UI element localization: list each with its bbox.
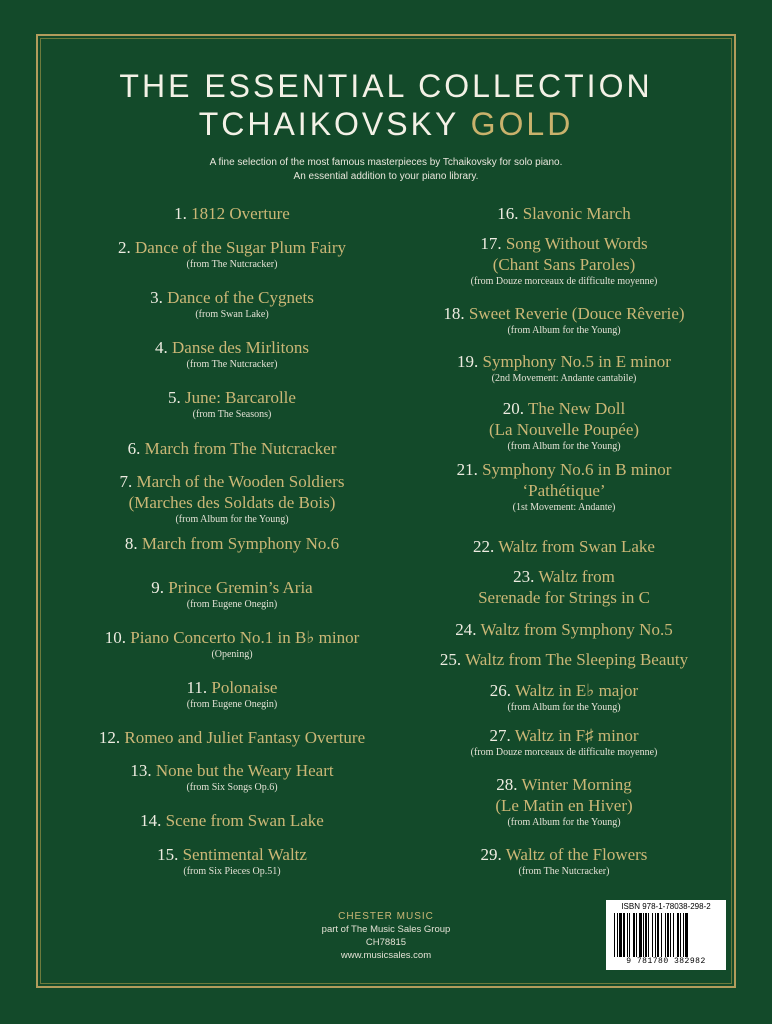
entry-title: [394, 303, 734, 324]
barcode-bar: [667, 913, 669, 957]
entry-title: [62, 760, 402, 781]
barcode-bar: [652, 913, 653, 957]
entry-title-text: Symphony No.6 in B minor: [482, 460, 672, 479]
entry-title: [62, 810, 402, 831]
barcode-bar: [639, 913, 642, 957]
entry-source: (from Album for the Young): [507, 325, 621, 336]
contents-entry-1: [62, 203, 402, 224]
entry-number: 5.: [168, 388, 181, 407]
contents-entry-23: [394, 566, 734, 608]
barcode-bar: [629, 913, 630, 957]
contents-entry-14: [62, 810, 402, 831]
entry-number: 23.: [513, 567, 535, 586]
barcode-bar: [665, 913, 666, 957]
entry-title-text: Piano Concerto No.1 in B♭ minor: [130, 628, 360, 647]
entry-number: 2.: [117, 238, 131, 257]
contents-entry-7: [62, 471, 402, 526]
entry-title: [394, 398, 734, 419]
entry-title: [394, 844, 734, 865]
entry-number: 22.: [473, 537, 495, 556]
entry-title: ‘Pathétique’: [522, 481, 606, 500]
entry-title: [62, 337, 402, 358]
barcode-bar: [645, 913, 647, 957]
contents-entry-26: [394, 680, 734, 714]
entry-number: 12.: [98, 728, 121, 747]
entry-title-text: Waltz from The Sleeping Beauty: [465, 650, 689, 669]
entry-title: [62, 438, 402, 459]
entry-number: 25.: [439, 650, 462, 669]
entry-source: (from The Nutcracker): [186, 259, 278, 270]
composer-name: TCHAIKOVSKY: [198, 106, 459, 142]
entry-source: (from Six Songs Op.6): [186, 782, 278, 793]
entry-title: Serenade for Strings in C: [478, 588, 650, 607]
barcode-digits: 9 781780 382982: [626, 957, 706, 966]
entry-title: [394, 725, 734, 746]
entry-title-text: None but the Weary Heart: [155, 761, 334, 780]
entry-title-text: Waltz in E♭ major: [514, 681, 639, 700]
contents-entry-12: [62, 727, 402, 748]
entry-title: [62, 577, 402, 598]
entry-title: [62, 203, 402, 224]
entry-title: [394, 233, 734, 254]
entry-title-text: March of the Wooden Soldiers: [136, 472, 345, 491]
entry-title-text: Dance of the Cygnets: [167, 288, 314, 307]
entry-number: 21.: [456, 460, 478, 479]
entry-title: (La Nouvelle Poupée): [488, 420, 640, 439]
contents-entry-21: [394, 459, 734, 514]
barcode-bar: [643, 913, 644, 957]
entry-source: (from Douze morceaux de difficulte moyenne): [470, 747, 658, 758]
gold-word: GOLD: [470, 106, 574, 142]
entry-number: 26.: [489, 681, 512, 700]
barcode-bar: [661, 913, 662, 957]
entry-title-text: Waltz of the Flowers: [505, 845, 648, 864]
contents-entry-5: [62, 387, 402, 421]
barcode-bar: [680, 913, 681, 957]
entry-number: 14.: [140, 811, 162, 830]
entry-title: [394, 619, 734, 640]
contents-entry-28: [394, 774, 734, 829]
entry-number: 9.: [151, 578, 165, 597]
entry-source: (from Six Pieces Op.51): [183, 866, 281, 877]
barcode-bar: [673, 913, 674, 957]
entry-title-text: Scene from Swan Lake: [165, 811, 324, 830]
tagline-line-2: An essential addition to your piano library.: [293, 171, 479, 182]
entry-title: [62, 844, 402, 865]
entry-title: [394, 203, 734, 224]
contents-entry-16: [394, 203, 734, 224]
entry-number: 11.: [186, 678, 208, 697]
entry-source: (2nd Movement: Andante cantabile): [491, 373, 637, 384]
barcode-bar: [636, 913, 637, 957]
entry-title-text: March from The Nutcracker: [144, 439, 337, 458]
entry-source: (from Douze morceaux de difficulte moyenne): [470, 276, 658, 287]
entry-number: 7.: [119, 472, 133, 491]
entry-number: 3.: [150, 288, 163, 307]
entry-number: 4.: [155, 338, 168, 357]
entry-number: 15.: [157, 845, 179, 864]
contents-entry-4: [62, 337, 402, 371]
barcode-bar: [614, 913, 615, 957]
contents-entry-29: [394, 844, 734, 878]
contents-entry-27: [394, 725, 734, 759]
barcode-bar: [633, 913, 635, 957]
entry-title: [394, 351, 734, 372]
barcode-panel: [606, 900, 726, 970]
contents-entry-10: [62, 627, 402, 661]
entry-number: 13.: [130, 761, 152, 780]
barcode-bars: [614, 913, 718, 957]
entry-title: [62, 727, 402, 748]
entry-source: (from Album for the Young): [507, 441, 621, 452]
entry-source: (from Eugene Onegin): [186, 599, 278, 610]
contents-entry-25: [394, 649, 734, 670]
publisher-name: CHESTER MUSIC: [338, 911, 434, 922]
entry-title-text: Polonaise: [211, 678, 278, 697]
barcode-bar: [685, 913, 688, 957]
entry-source: (from The Seasons): [192, 409, 272, 420]
contents-entry-3: [62, 287, 402, 321]
entry-number: 24.: [455, 620, 477, 639]
entry-source: (Opening): [211, 649, 253, 660]
contents-entry-20: [394, 398, 734, 453]
contents-entry-18: [394, 303, 734, 337]
entry-title: [394, 566, 734, 587]
barcode-bar: [657, 913, 659, 957]
composer-title: [0, 106, 772, 142]
entry-title: [394, 649, 734, 670]
entry-title: (Chant Sans Paroles): [492, 255, 636, 274]
entry-number: 20.: [502, 399, 525, 418]
barcode-bar: [617, 913, 618, 957]
barcode-bar: [623, 913, 625, 957]
entry-title: [62, 387, 402, 408]
entry-number: 19.: [457, 352, 479, 371]
contents-entry-19: [394, 351, 734, 385]
entry-number: 18.: [443, 304, 465, 323]
entry-title: [62, 677, 402, 698]
entry-source: (from The Nutcracker): [518, 866, 610, 877]
entry-number: 27.: [489, 726, 511, 745]
contents-entry-6: [62, 438, 402, 459]
entry-title-text: Song Without Words: [505, 234, 648, 253]
entry-source: (from Swan Lake): [195, 309, 269, 320]
isbn-text: ISBN 978-1-78038-298-2: [621, 902, 711, 911]
entry-title: [62, 287, 402, 308]
entry-source: (from Album for the Young): [507, 702, 621, 713]
entry-title-text: Waltz from Symphony No.5: [480, 620, 673, 639]
entry-title-text: Winter Morning: [521, 775, 632, 794]
tagline-line-1: A fine selection of the most famous masterpieces by Tchaikovsky for solo piano.: [209, 157, 563, 168]
entry-source: (1st Movement: Andante): [512, 502, 616, 513]
entry-title-text: June: Barcarolle: [185, 388, 296, 407]
entry-title-text: March from Symphony No.6: [141, 534, 340, 553]
entry-number: 10.: [104, 628, 126, 647]
barcode-bar: [619, 913, 622, 957]
entry-title: [62, 237, 402, 258]
entry-title: [394, 459, 734, 480]
entry-title-text: Prince Gremin’s Aria: [168, 578, 313, 597]
entry-number: 28.: [496, 775, 518, 794]
entry-title-text: Slavonic March: [522, 204, 631, 223]
entry-title: [62, 471, 402, 492]
entry-title: [62, 627, 402, 648]
entry-title: (Le Matin en Hiver): [495, 796, 633, 815]
entry-title-text: Waltz in F♯ minor: [514, 726, 639, 745]
entry-number: 16.: [497, 204, 519, 223]
entry-title-text: Sweet Reverie (Douce Rêverie): [468, 304, 685, 323]
entry-title-text: Waltz from: [538, 567, 615, 586]
entry-number: 8.: [124, 534, 138, 553]
contents-entry-24: [394, 619, 734, 640]
entry-source: (from Album for the Young): [507, 817, 621, 828]
publisher-website: www.musicsales.com: [340, 950, 432, 961]
entry-title: [62, 533, 402, 554]
entry-title: (Marches des Soldats de Bois): [128, 493, 336, 512]
entry-number: 17.: [480, 234, 502, 253]
barcode-bar: [627, 913, 628, 957]
barcode-bar: [655, 913, 656, 957]
barcode-bar: [683, 913, 684, 957]
barcode-bar: [670, 913, 671, 957]
contents-entry-9: [62, 577, 402, 611]
entry-title: [394, 680, 734, 701]
contents-entry-13: [62, 760, 402, 794]
entry-title-text: Danse des Mirlitons: [172, 338, 309, 357]
entry-title-text: 1812 Overture: [191, 204, 290, 223]
entry-number: 29.: [480, 845, 502, 864]
contents-entry-2: [62, 237, 402, 271]
entry-title-text: Dance of the Sugar Plum Fairy: [134, 238, 347, 257]
entry-source: (from Album for the Young): [175, 514, 289, 525]
collection-title: THE ESSENTIAL COLLECTION: [119, 68, 653, 104]
entry-source: (from Eugene Onegin): [186, 699, 278, 710]
entry-title: [394, 536, 734, 557]
contents-entry-8: [62, 533, 402, 554]
entry-title-text: Romeo and Juliet Fantasy Overture: [124, 728, 366, 747]
catalogue-number: CH78815: [365, 937, 407, 948]
publisher-group: part of The Music Sales Group: [321, 924, 451, 935]
entry-title-text: Symphony No.5 in E minor: [482, 352, 671, 371]
entry-title: [394, 774, 734, 795]
barcode-bar: [677, 913, 679, 957]
contents-entry-22: [394, 536, 734, 557]
contents-entry-11: [62, 677, 402, 711]
contents-entry-15: [62, 844, 402, 878]
entry-title-text: Waltz from Swan Lake: [498, 537, 655, 556]
entry-number: 1.: [174, 204, 187, 223]
entry-title-text: The New Doll: [527, 399, 626, 418]
entry-title-text: Sentimental Waltz: [182, 845, 307, 864]
contents-entry-17: [394, 233, 734, 288]
entry-number: 6.: [127, 439, 141, 458]
barcode-bar: [648, 913, 649, 957]
entry-source: (from The Nutcracker): [186, 359, 278, 370]
